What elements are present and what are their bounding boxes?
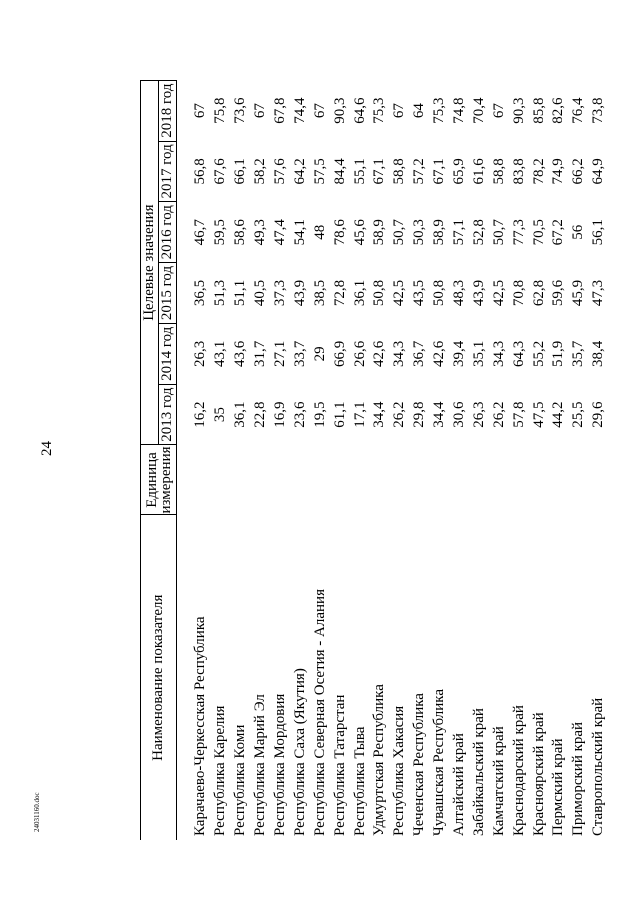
year-header: 2016 год — [159, 202, 177, 263]
value-cell: 42,6 — [431, 340, 448, 367]
value-cell: 16,9 — [272, 401, 288, 428]
value-cell: 85,8 — [530, 97, 547, 124]
unit-cell — [509, 445, 529, 515]
value-cell: 29,8 — [411, 401, 428, 428]
unit-cell — [211, 445, 231, 515]
value-cell: 38,5 — [311, 279, 328, 307]
unit-cell — [251, 445, 271, 515]
value-cell: 70,5 — [530, 219, 547, 246]
unit-cell — [231, 445, 251, 515]
region-name-cell: Республика Тыва — [351, 726, 368, 836]
value-cell: 66,1 — [232, 158, 249, 185]
table-row — [469, 80, 489, 840]
value-cell: 26,3 — [470, 401, 487, 428]
value-cell: 42,5 — [391, 279, 408, 307]
value-cell: 19,5 — [311, 401, 328, 428]
value-cell: 26,2 — [490, 401, 507, 428]
value-cell: 78,2 — [530, 158, 547, 185]
target-values-header: Целевые значения — [141, 80, 159, 445]
unit-cell — [290, 445, 310, 515]
value-cell: 37,3 — [272, 279, 288, 307]
table-row — [211, 80, 231, 840]
value-cell: 67,1 — [431, 158, 448, 185]
value-cell: 66,9 — [331, 340, 348, 367]
value-cell: 26,3 — [192, 340, 209, 367]
value-cell: 67,8 — [272, 97, 288, 124]
value-cell: 67,2 — [550, 219, 567, 246]
value-cell: 39,4 — [451, 340, 468, 367]
unit-cell — [350, 445, 370, 515]
value-cell: 64,6 — [351, 97, 368, 124]
value-cell: 61,1 — [331, 401, 348, 428]
table-row — [430, 80, 450, 840]
value-cell: 72,8 — [331, 279, 348, 307]
unit-header-line2: измерения — [157, 446, 174, 514]
value-cell: 50,8 — [371, 279, 388, 307]
value-cell: 67 — [192, 103, 209, 119]
region-name-cell: Алтайский край — [451, 733, 468, 836]
document-file-id: 24031160.doc — [33, 792, 41, 832]
value-cell: 35,7 — [570, 340, 587, 367]
region-name-cell: Республика Марий Эл — [252, 694, 269, 836]
value-cell: 29,6 — [590, 401, 607, 428]
value-cell: 16,2 — [192, 401, 209, 428]
value-cell: 64,3 — [510, 340, 527, 367]
value-cell: 57,1 — [451, 219, 468, 246]
value-cell: 55,1 — [351, 158, 368, 185]
value-cell: 58,6 — [232, 219, 249, 246]
value-cell: 30,6 — [451, 401, 468, 428]
value-cell: 45,6 — [351, 219, 368, 246]
value-cell: 62,8 — [530, 279, 547, 307]
value-cell: 34,3 — [391, 340, 408, 367]
table-row — [549, 80, 569, 840]
table-row — [489, 80, 509, 840]
value-cell: 51,3 — [212, 279, 229, 307]
table-row — [290, 80, 310, 840]
value-cell: 40,5 — [252, 279, 269, 307]
table-row — [390, 80, 410, 840]
region-name-cell: Краснодарский край — [510, 705, 527, 836]
region-name-cell: Республика Татарстан — [331, 694, 348, 836]
value-cell: 56 — [570, 224, 587, 240]
value-cell: 58,2 — [252, 158, 269, 185]
table-row — [569, 80, 589, 840]
value-cell: 42,5 — [490, 279, 507, 307]
value-cell: 23,6 — [291, 401, 308, 428]
value-cell: 70,8 — [510, 279, 527, 307]
value-cell: 50,3 — [411, 219, 428, 246]
value-cell: 36,1 — [351, 279, 368, 307]
region-name-cell: Ставропольский край — [590, 697, 607, 836]
unit-cell — [549, 445, 569, 515]
table-row — [370, 80, 390, 840]
value-cell: 47,5 — [530, 401, 547, 428]
unit-header-line1: Единица — [143, 452, 160, 508]
value-cell: 50,7 — [391, 219, 408, 246]
year-header: 2015 год — [159, 263, 177, 324]
region-name-cell: Чувашская Республика — [431, 688, 448, 836]
value-cell: 27,1 — [272, 340, 288, 367]
value-cell: 35 — [212, 407, 229, 423]
unit-cell — [589, 445, 609, 515]
value-cell: 90,3 — [510, 97, 527, 124]
value-cell: 74,9 — [550, 158, 567, 185]
table-row — [310, 80, 330, 840]
value-cell: 77,3 — [510, 219, 527, 246]
table-row — [589, 80, 609, 840]
value-cell: 33,7 — [291, 340, 308, 367]
value-cell: 56,1 — [590, 219, 607, 246]
table-row — [231, 80, 251, 840]
table-row — [330, 80, 350, 840]
unit-cell — [569, 445, 589, 515]
value-cell: 70,4 — [470, 97, 487, 124]
value-cell: 43,6 — [232, 340, 249, 367]
value-cell: 67,1 — [371, 158, 388, 185]
value-cell: 34,4 — [431, 401, 448, 428]
value-cell: 83,8 — [510, 158, 527, 185]
value-cell: 64 — [411, 103, 428, 119]
value-cell: 52,8 — [470, 219, 487, 246]
value-cell: 31,7 — [252, 340, 269, 367]
value-cell: 57,5 — [311, 158, 328, 185]
unit-cell — [390, 445, 410, 515]
region-name-cell: Приморский край — [570, 721, 587, 836]
table-row — [271, 80, 291, 840]
value-cell: 25,5 — [570, 401, 587, 428]
value-cell: 74,4 — [291, 97, 308, 124]
value-cell: 49,3 — [252, 219, 269, 246]
value-cell: 56,8 — [192, 158, 209, 185]
value-cell: 82,6 — [550, 97, 567, 124]
table-row — [450, 80, 470, 840]
unit-cell — [330, 445, 350, 515]
region-name-cell: Красноярский край — [530, 712, 547, 836]
region-name-cell: Карачаево-Черкесская Республика — [192, 616, 209, 836]
value-cell: 57,6 — [272, 158, 288, 185]
value-cell: 43,5 — [411, 279, 428, 307]
value-cell: 45,9 — [570, 279, 587, 307]
table-row — [410, 80, 430, 840]
value-cell: 51,9 — [550, 340, 567, 367]
value-cell: 36,7 — [411, 340, 428, 367]
value-cell: 67 — [311, 103, 328, 119]
unit-cell — [469, 445, 489, 515]
value-cell: 59,5 — [212, 219, 229, 246]
region-name-cell: Республика Саха (Якутия) — [291, 668, 308, 836]
value-cell: 58,8 — [391, 158, 408, 185]
region-name-cell: Забайкальский край — [470, 708, 487, 836]
value-cell: 44,2 — [550, 401, 567, 428]
table-row — [177, 80, 211, 840]
value-cell: 66,2 — [570, 158, 587, 185]
value-cell: 57,8 — [510, 401, 527, 428]
value-cell: 48 — [311, 224, 328, 240]
value-cell: 75,3 — [371, 97, 388, 124]
value-cell: 34,3 — [490, 340, 507, 367]
unit-cell — [489, 445, 509, 515]
table-row — [350, 80, 370, 840]
value-cell: 43,9 — [470, 279, 487, 307]
table-row — [509, 80, 529, 840]
value-cell: 84,4 — [331, 158, 348, 185]
year-header: 2018 год — [159, 80, 177, 141]
region-name-cell: Пермский край — [550, 738, 567, 836]
region-name-cell: Республика Северная Осетия - Алания — [311, 589, 328, 836]
target-values-table — [140, 80, 609, 840]
value-cell: 64,9 — [590, 158, 607, 185]
table-body — [177, 80, 609, 840]
value-cell: 47,4 — [272, 219, 288, 246]
value-cell: 35,1 — [470, 340, 487, 367]
value-cell: 67,6 — [212, 158, 229, 185]
value-cell: 75,3 — [431, 97, 448, 124]
value-cell: 73,8 — [590, 97, 607, 124]
table-row — [251, 80, 271, 840]
region-name-cell: Удмуртская Республика — [371, 684, 388, 836]
table-row — [529, 80, 549, 840]
indicator-name-header: Наименование показателя — [141, 515, 177, 840]
value-cell: 22,8 — [252, 401, 269, 428]
value-cell: 65,9 — [451, 158, 468, 185]
value-cell: 76,4 — [570, 97, 587, 124]
value-cell: 64,2 — [291, 158, 308, 185]
unit-cell — [271, 445, 291, 515]
value-cell: 43,9 — [291, 279, 308, 307]
value-cell: 61,6 — [470, 158, 487, 185]
value-cell: 46,7 — [192, 219, 209, 246]
unit-cell — [410, 445, 430, 515]
unit-cell — [177, 445, 211, 515]
year-header: 2014 год — [159, 323, 177, 384]
value-cell: 29 — [311, 346, 328, 362]
indicator-table-container — [140, 80, 630, 840]
value-cell: 74,8 — [451, 97, 468, 124]
region-name-cell: Чеченская Республика — [411, 693, 428, 836]
value-cell: 51,1 — [232, 279, 249, 307]
region-name-cell: Республика Коми — [232, 724, 249, 836]
value-cell: 42,6 — [371, 340, 388, 367]
value-cell: 34,4 — [371, 401, 388, 428]
unit-cell — [430, 445, 450, 515]
value-cell: 36,1 — [232, 401, 249, 428]
value-cell: 17,1 — [351, 401, 368, 428]
unit-cell — [370, 445, 390, 515]
value-cell: 67 — [391, 103, 408, 119]
value-cell: 26,6 — [351, 340, 368, 367]
value-cell: 54,1 — [291, 219, 308, 246]
value-cell: 58,8 — [490, 158, 507, 185]
year-header: 2017 год — [159, 141, 177, 202]
value-cell: 73,6 — [232, 97, 249, 124]
value-cell: 78,6 — [331, 219, 348, 246]
unit-header — [141, 445, 177, 515]
value-cell: 43,1 — [212, 340, 229, 367]
value-cell: 58,9 — [431, 219, 448, 246]
value-cell: 59,6 — [550, 279, 567, 307]
value-cell: 47,3 — [590, 279, 607, 307]
value-cell: 38,4 — [590, 340, 607, 367]
region-name-cell: Республика Мордовия — [272, 693, 288, 836]
value-cell: 58,9 — [371, 219, 388, 246]
unit-cell — [450, 445, 470, 515]
unit-cell — [529, 445, 549, 515]
value-cell: 57,2 — [411, 158, 428, 185]
region-name-cell: Камчатский край — [490, 726, 507, 836]
value-cell: 50,8 — [431, 279, 448, 307]
unit-cell — [310, 445, 330, 515]
region-name-cell: Республика Карелия — [212, 705, 229, 836]
value-cell: 55,2 — [530, 340, 547, 367]
value-cell: 90,3 — [331, 97, 348, 124]
value-cell: 36,5 — [192, 279, 209, 307]
value-cell: 26,2 — [391, 401, 408, 428]
value-cell: 48,3 — [451, 279, 468, 307]
value-cell: 75,8 — [212, 97, 229, 124]
page-number: 24 — [39, 441, 55, 456]
value-cell: 67 — [252, 103, 269, 119]
region-name-cell: Республика Хакасия — [391, 705, 408, 836]
value-cell: 67 — [490, 103, 507, 119]
table-header — [141, 80, 177, 840]
value-cell: 50,7 — [490, 219, 507, 246]
year-header: 2013 год — [159, 384, 177, 445]
